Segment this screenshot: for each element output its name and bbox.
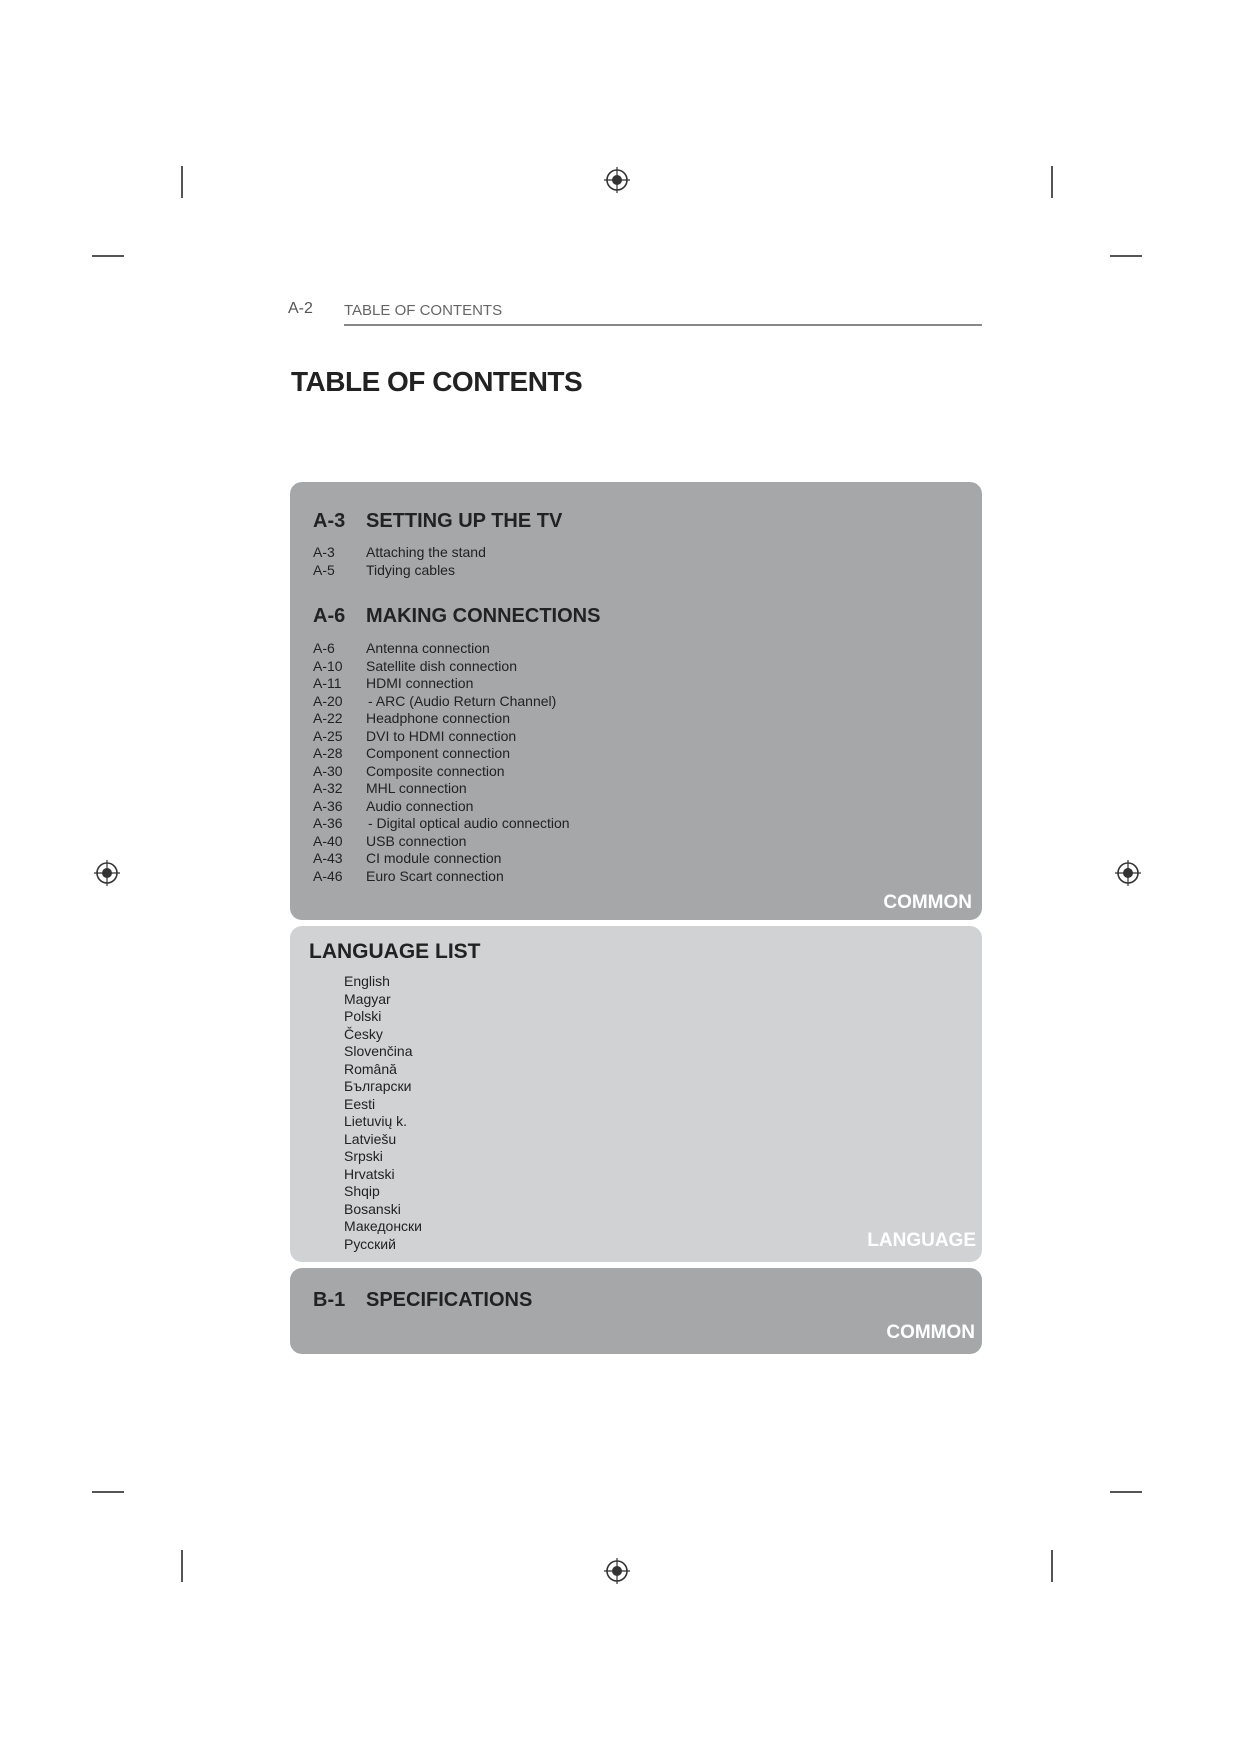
entry-page: A-25	[313, 727, 343, 744]
entry-label: CI module connection	[366, 850, 502, 866]
entry-page: A-32	[313, 780, 343, 796]
language-item[interactable]: Magyar	[344, 990, 391, 1007]
entry-label: HDMI connection	[366, 675, 474, 691]
section-heading[interactable]	[313, 510, 562, 533]
toc-entry[interactable]	[313, 728, 570, 746]
entry-label: Satellite dish connection	[366, 657, 517, 674]
entry-page: A-10	[313, 657, 343, 674]
entry-label: Composite connection	[366, 762, 505, 779]
section-page: A-3	[313, 510, 346, 532]
language-item[interactable]: Eesti	[344, 1095, 376, 1112]
section-heading[interactable]	[313, 605, 600, 628]
specifications-panel	[290, 1268, 982, 1354]
crop-mark	[1051, 166, 1053, 198]
toc-entry[interactable]	[313, 640, 570, 658]
crop-mark	[1110, 1491, 1142, 1493]
entry-label: - ARC (Audio Return Channel)	[368, 692, 557, 709]
toc-entry[interactable]	[313, 763, 570, 781]
entry-page: A-3	[313, 544, 335, 560]
section-heading[interactable]	[313, 1289, 532, 1312]
section-title: MAKING CONNECTIONS	[366, 605, 601, 627]
toc-entry[interactable]	[313, 833, 570, 851]
registration-mark-icon	[604, 167, 630, 193]
entry-label: Component connection	[366, 745, 510, 761]
toc-entry[interactable]	[313, 693, 570, 711]
entry-label: Headphone connection	[366, 710, 511, 726]
language-item[interactable]: Русский	[344, 1235, 396, 1252]
toc-entry[interactable]	[313, 658, 570, 676]
entry-page: A-11	[313, 675, 342, 691]
toc-entry[interactable]	[313, 745, 570, 763]
entry-page: A-40	[313, 832, 343, 849]
language-item[interactable]: Hrvatski	[344, 1165, 395, 1182]
entry-list	[313, 544, 486, 579]
crop-mark	[92, 1491, 124, 1493]
toc-entry[interactable]	[313, 544, 486, 562]
running-header-title: TABLE OF CONTENTS	[344, 302, 503, 319]
toc-entry[interactable]	[313, 815, 570, 833]
entry-label: Attaching the stand	[366, 544, 486, 560]
crop-mark	[181, 166, 183, 198]
language-list	[344, 973, 422, 1253]
entry-label: DVI to HDMI connection	[366, 727, 517, 744]
toc-entry[interactable]	[313, 868, 570, 886]
language-list-heading: LANGUAGE LIST	[309, 940, 481, 963]
registration-mark-icon	[1115, 860, 1141, 886]
entry-label: Audio connection	[366, 797, 474, 814]
toc-entry[interactable]	[313, 675, 570, 693]
crop-mark	[92, 255, 124, 257]
entry-label: Euro Scart connection	[366, 867, 504, 884]
language-item[interactable]: Latviešu	[344, 1130, 397, 1147]
section-title: SETTING UP THE TV	[366, 510, 563, 532]
registration-mark-icon	[94, 860, 120, 886]
registration-mark-icon	[604, 1558, 630, 1584]
header-rule	[344, 324, 982, 326]
language-panel	[290, 926, 982, 1262]
common-contents-panel	[290, 482, 982, 920]
page-title: TABLE OF CONTENTS	[291, 366, 583, 397]
entry-page: A-20	[313, 692, 343, 709]
entry-page: A-46	[313, 867, 343, 884]
language-item[interactable]: Slovenčina	[344, 1043, 413, 1059]
common-tag: COMMON	[883, 892, 972, 913]
language-item[interactable]: Česky	[344, 1025, 383, 1042]
language-item[interactable]: Bosanski	[344, 1200, 401, 1217]
crop-mark	[181, 1550, 183, 1582]
entry-list	[313, 640, 570, 885]
entry-page: A-36	[313, 815, 343, 831]
section-title: SPECIFICATIONS	[366, 1289, 533, 1311]
language-item[interactable]: Polski	[344, 1008, 382, 1024]
entry-label: Antenna connection	[366, 640, 490, 656]
entry-label: USB connection	[366, 832, 467, 849]
entry-page: A-43	[313, 850, 343, 866]
entry-page: A-28	[313, 745, 343, 761]
entry-page: A-6	[313, 640, 335, 656]
page-number: A-2	[288, 300, 313, 317]
section-page: A-6	[313, 605, 346, 627]
language-item[interactable]: Shqip	[344, 1183, 380, 1199]
toc-entry[interactable]	[313, 710, 570, 728]
entry-label: - Digital optical audio connection	[368, 815, 570, 831]
language-item[interactable]: Македонски	[344, 1218, 422, 1234]
entry-page: A-36	[313, 797, 343, 814]
common-tag: COMMON	[886, 1322, 975, 1343]
language-item[interactable]: Română	[344, 1060, 397, 1077]
entry-label: Tidying cables	[366, 561, 455, 578]
language-item[interactable]: English	[344, 973, 390, 989]
toc-entry[interactable]	[313, 780, 570, 798]
language-tag: LANGUAGE	[867, 1230, 976, 1251]
language-item[interactable]: Lietuvių k.	[344, 1113, 408, 1129]
entry-page: A-30	[313, 762, 343, 779]
toc-entry[interactable]	[313, 798, 570, 816]
toc-entry[interactable]	[313, 562, 486, 580]
crop-mark	[1110, 255, 1142, 257]
entry-page: A-5	[313, 561, 335, 578]
toc-entry[interactable]	[313, 850, 570, 868]
language-item[interactable]: Srpski	[344, 1148, 383, 1164]
language-item[interactable]: Български	[344, 1078, 412, 1094]
entry-page: A-22	[313, 710, 343, 726]
section-page: B-1	[313, 1289, 346, 1311]
crop-mark	[1051, 1550, 1053, 1582]
entry-label: MHL connection	[366, 780, 467, 796]
